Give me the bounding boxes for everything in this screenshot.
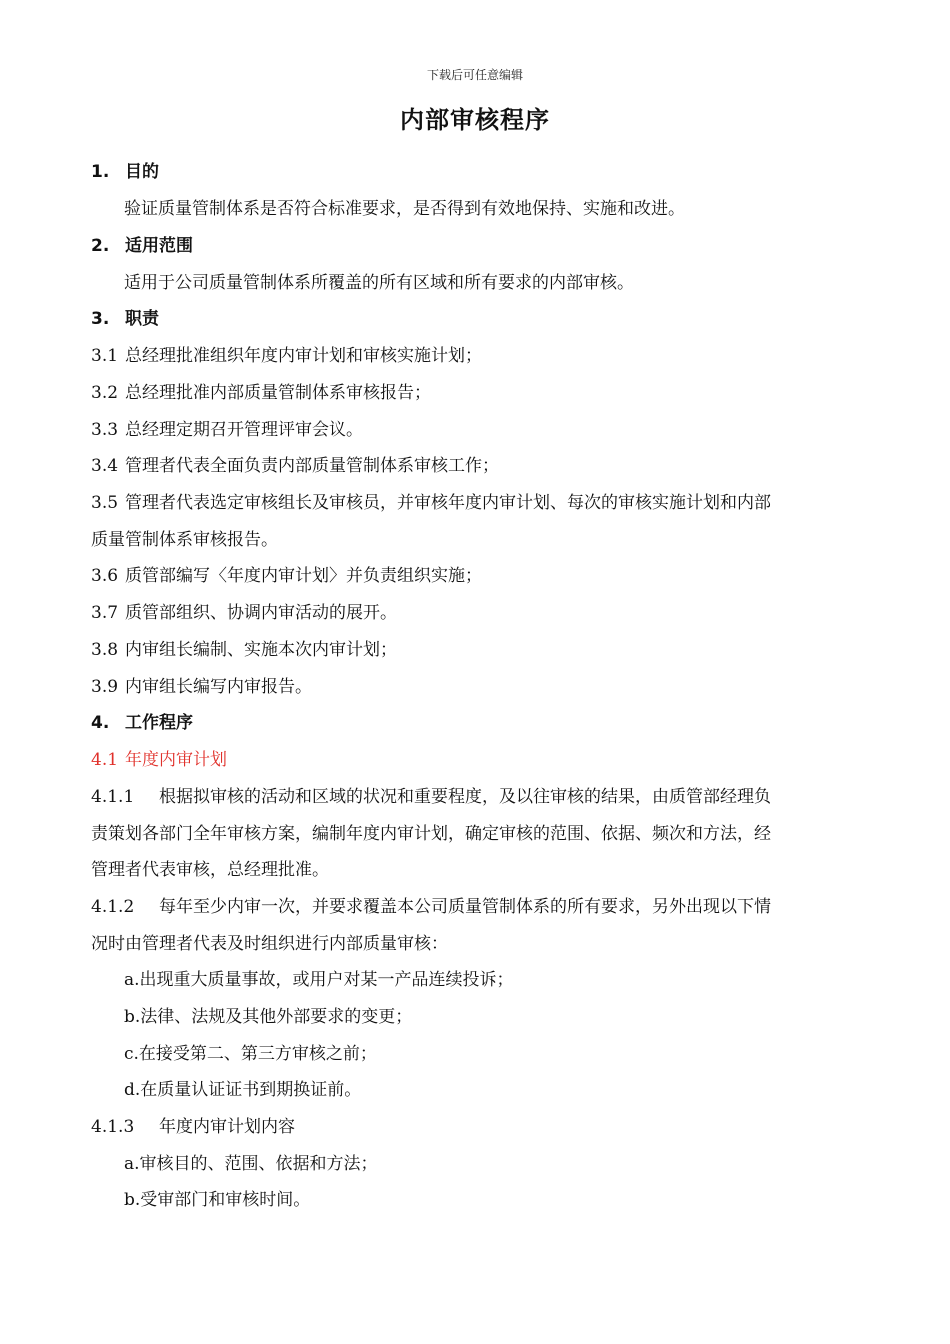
item-text: 管理者代表全面负责内部质量管制体系审核工作；	[125, 456, 499, 476]
list-item	[91, 375, 861, 412]
paragraph-4-1-2	[91, 889, 861, 926]
section-number: 2.	[91, 236, 110, 256]
item-text: 总经理批准内部质量管制体系审核报告；	[125, 383, 431, 403]
item-text: 总经理批准组织年度内审计划和审核实施计划；	[125, 346, 482, 366]
paragraph-text: 每年至少内审一次，并要求覆盖本公司质量管制体系的所有要求，另外出现以下情	[159, 897, 771, 917]
list-item	[91, 669, 861, 706]
item-number: 3.8	[91, 640, 119, 660]
item-number: 3.5	[91, 493, 119, 513]
list-item	[91, 558, 861, 595]
paragraph-line: 责策划各部门全年审核方案，编制年度内审计划，确定审核的范围、依据、频次和方法，经	[91, 824, 771, 844]
list-item: d.在质量认证证书到期换证前。	[124, 1080, 362, 1100]
list-item: b.法律、法规及其他外部要求的变更；	[124, 1007, 413, 1027]
item-text: 内审组长编写内审报告。	[125, 677, 312, 697]
section-heading-4	[91, 705, 861, 742]
list-item: a.出现重大质量事故，或用户对某一产品连续投诉；	[124, 970, 514, 990]
item-number: 3.2	[91, 383, 119, 403]
paragraph-4-1-3	[91, 1109, 861, 1146]
list-item	[91, 632, 861, 669]
list-item	[91, 412, 861, 449]
item-text: 质管部组织、协调内审活动的展开。	[125, 603, 397, 623]
page-title: 内部审核程序	[400, 105, 550, 134]
list-item	[91, 448, 861, 485]
item-number: 3.1	[91, 346, 119, 366]
list-item	[91, 595, 861, 632]
paragraph-text: 年度内审计划内容	[159, 1117, 295, 1137]
paragraph: 适用于公司质量管制体系所覆盖的所有区域和所有要求的内部审核。	[124, 273, 634, 293]
subsection-number: 4.1	[91, 750, 119, 770]
item-text: 质管部编写〈年度内审计划〉并负责组织实施；	[125, 566, 482, 586]
section-heading-2	[91, 228, 861, 265]
section-number: 1.	[91, 162, 110, 182]
section-title: 目的	[125, 162, 159, 182]
paragraph-4-1-1	[91, 779, 861, 816]
list-item	[91, 338, 861, 375]
paragraph-text: 根据拟审核的活动和区域的状况和重要程度，及以往审核的结果，由质管部经理负	[159, 787, 771, 807]
paragraph-number: 4.1.3	[91, 1117, 135, 1137]
list-item	[91, 485, 861, 522]
item-number: 3.4	[91, 456, 119, 476]
paragraph-line: 况时由管理者代表及时组织进行内部质量审核：	[91, 934, 448, 954]
list-item: c.在接受第二、第三方审核之前；	[124, 1044, 377, 1064]
list-item: b.受审部门和审核时间。	[124, 1190, 311, 1210]
section-title: 工作程序	[125, 713, 193, 733]
paragraph: 验证质量管制体系是否符合标准要求，是否得到有效地保持、实施和改进。	[124, 199, 685, 219]
item-number: 3.6	[91, 566, 119, 586]
item-number: 3.7	[91, 603, 119, 623]
section-title: 适用范围	[125, 236, 193, 256]
list-item-continuation: 质量管制体系审核报告。	[91, 530, 278, 550]
section-title: 职责	[125, 309, 159, 329]
section-number: 4.	[91, 713, 110, 733]
list-item: a.审核目的、范围、依据和方法；	[124, 1154, 378, 1174]
item-text: 管理者代表选定审核组长及审核员，并审核年度内审计划、每次的审核实施计划和内部	[125, 493, 771, 513]
subsection-title: 年度内审计划	[125, 750, 227, 770]
header-note: 下载后可任意编辑	[426, 68, 523, 82]
item-number: 3.3	[91, 420, 119, 440]
item-number: 3.9	[91, 677, 119, 697]
section-number: 3.	[91, 309, 110, 329]
paragraph-line: 管理者代表审核，总经理批准。	[91, 860, 329, 880]
section-heading-1	[91, 154, 861, 191]
section-heading-3	[91, 301, 861, 338]
paragraph-number: 4.1.1	[91, 787, 135, 807]
subsection-heading-4-1	[91, 742, 861, 779]
paragraph-number: 4.1.2	[91, 897, 135, 917]
item-text: 总经理定期召开管理评审会议。	[125, 420, 363, 440]
item-text: 内审组长编制、实施本次内审计划；	[125, 640, 397, 660]
